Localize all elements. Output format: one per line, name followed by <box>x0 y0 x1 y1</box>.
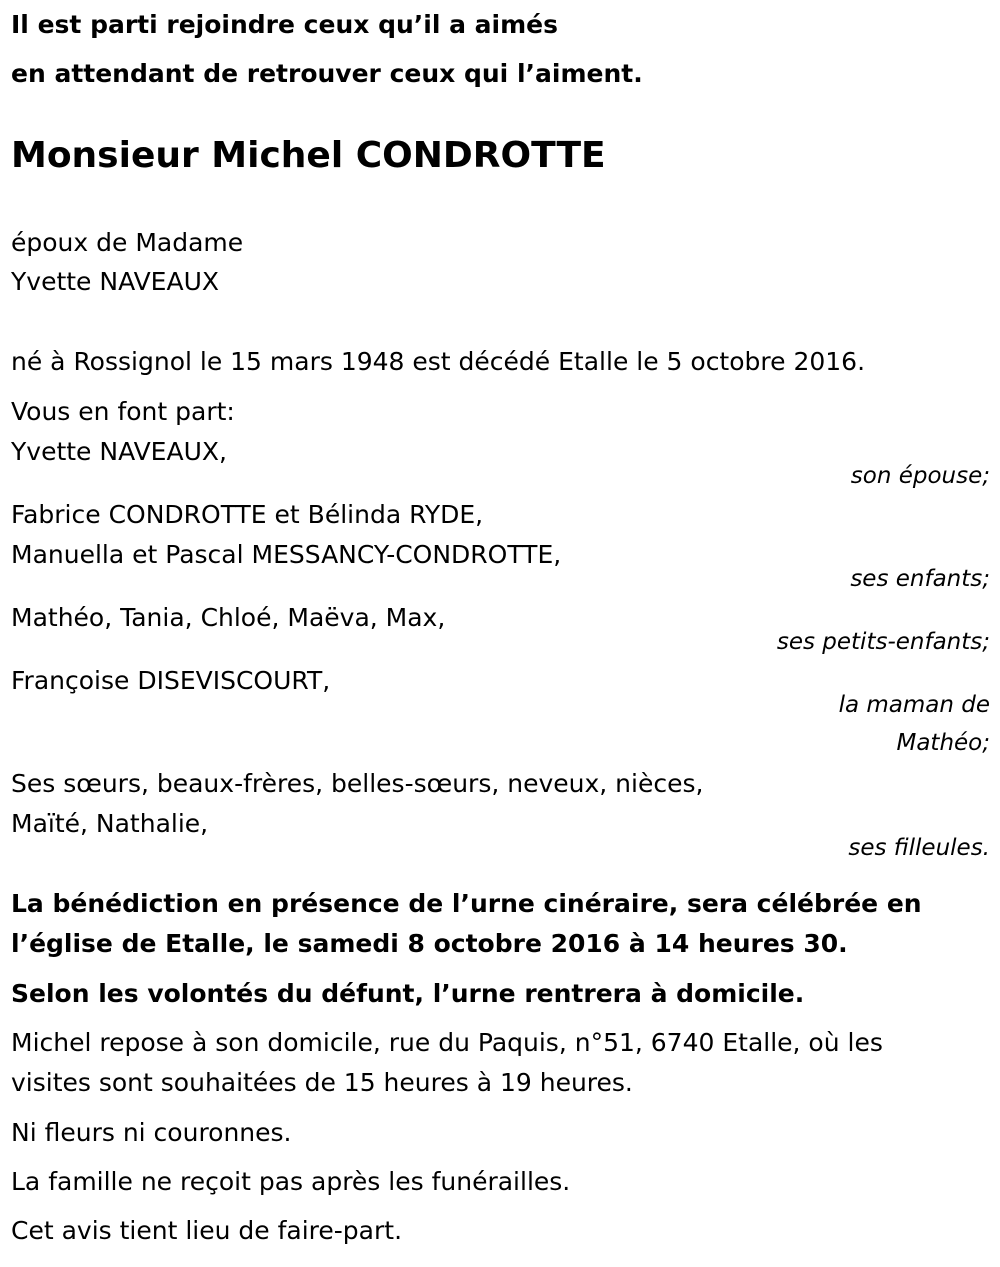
ceremony-line-2: l’église de Etalle, le samedi 8 octobre 2016 à 14 heures 30. <box>11 929 848 958</box>
ceremony-line-1: La bénédiction en présence de l’urne cinéraire, sera célébrée en <box>11 889 922 918</box>
family-role-line-2: Mathéo; <box>896 730 990 756</box>
family-name-line: Ses sœurs, beaux-frères, belles-sœurs, neveux, nièces, <box>11 769 704 798</box>
family-role: son épouse; <box>850 463 990 489</box>
announcement-intro: Vous en font part: <box>11 397 235 426</box>
flowers-note: Ni fleurs ni couronnes. <box>11 1118 292 1147</box>
family-role-line-1: la maman de <box>838 692 990 718</box>
spouse-line-1: époux de Madame <box>11 228 244 257</box>
notice-note: Cet avis tient lieu de faire-part. <box>11 1216 403 1245</box>
epitaph-line-1: Il est parti rejoindre ceux qu’il a aimés <box>11 10 558 39</box>
epitaph-line-2: en attendant de retrouver ceux qui l’aiment. <box>11 59 643 88</box>
family-name-line: Fabrice CONDROTTE et Bélinda RYDE, <box>11 500 484 529</box>
family-role: ses enfants; <box>850 566 990 592</box>
visit-line-1: Michel repose à son domicile, rue du Paquis, n°51, 6740 Etalle, où les <box>11 1028 883 1057</box>
visit-line-2: visites sont souhaitées de 15 heures à 19 heures. <box>11 1068 633 1097</box>
family-role: ses petits-enfants; <box>776 629 990 655</box>
spouse-line-2: Yvette NAVEAUX <box>11 267 220 296</box>
family-name-line: Maïté, Nathalie, <box>11 809 209 838</box>
family-name-line: Françoise DISEVISCOURT, <box>11 666 331 695</box>
family-name-line: Manuella et Pascal MESSANCY-CONDROTTE, <box>11 540 562 569</box>
deceased-name-title: Monsieur Michel CONDROTTE <box>11 135 606 176</box>
family-name-line: Yvette NAVEAUX, <box>11 437 227 466</box>
urn-note: Selon les volontés du défunt, l’urne rentrera à domicile. <box>11 979 805 1008</box>
family-role <box>839 686 990 762</box>
family-reception-note: La famille ne reçoit pas après les funérailles. <box>11 1167 571 1196</box>
family-role: ses filleules. <box>848 835 990 861</box>
family-name-line: Mathéo, Tania, Chloé, Maëva, Max, <box>11 603 446 632</box>
birth-death-line: né à Rossignol le 15 mars 1948 est décédé Etalle le 5 octobre 2016. <box>11 347 866 376</box>
